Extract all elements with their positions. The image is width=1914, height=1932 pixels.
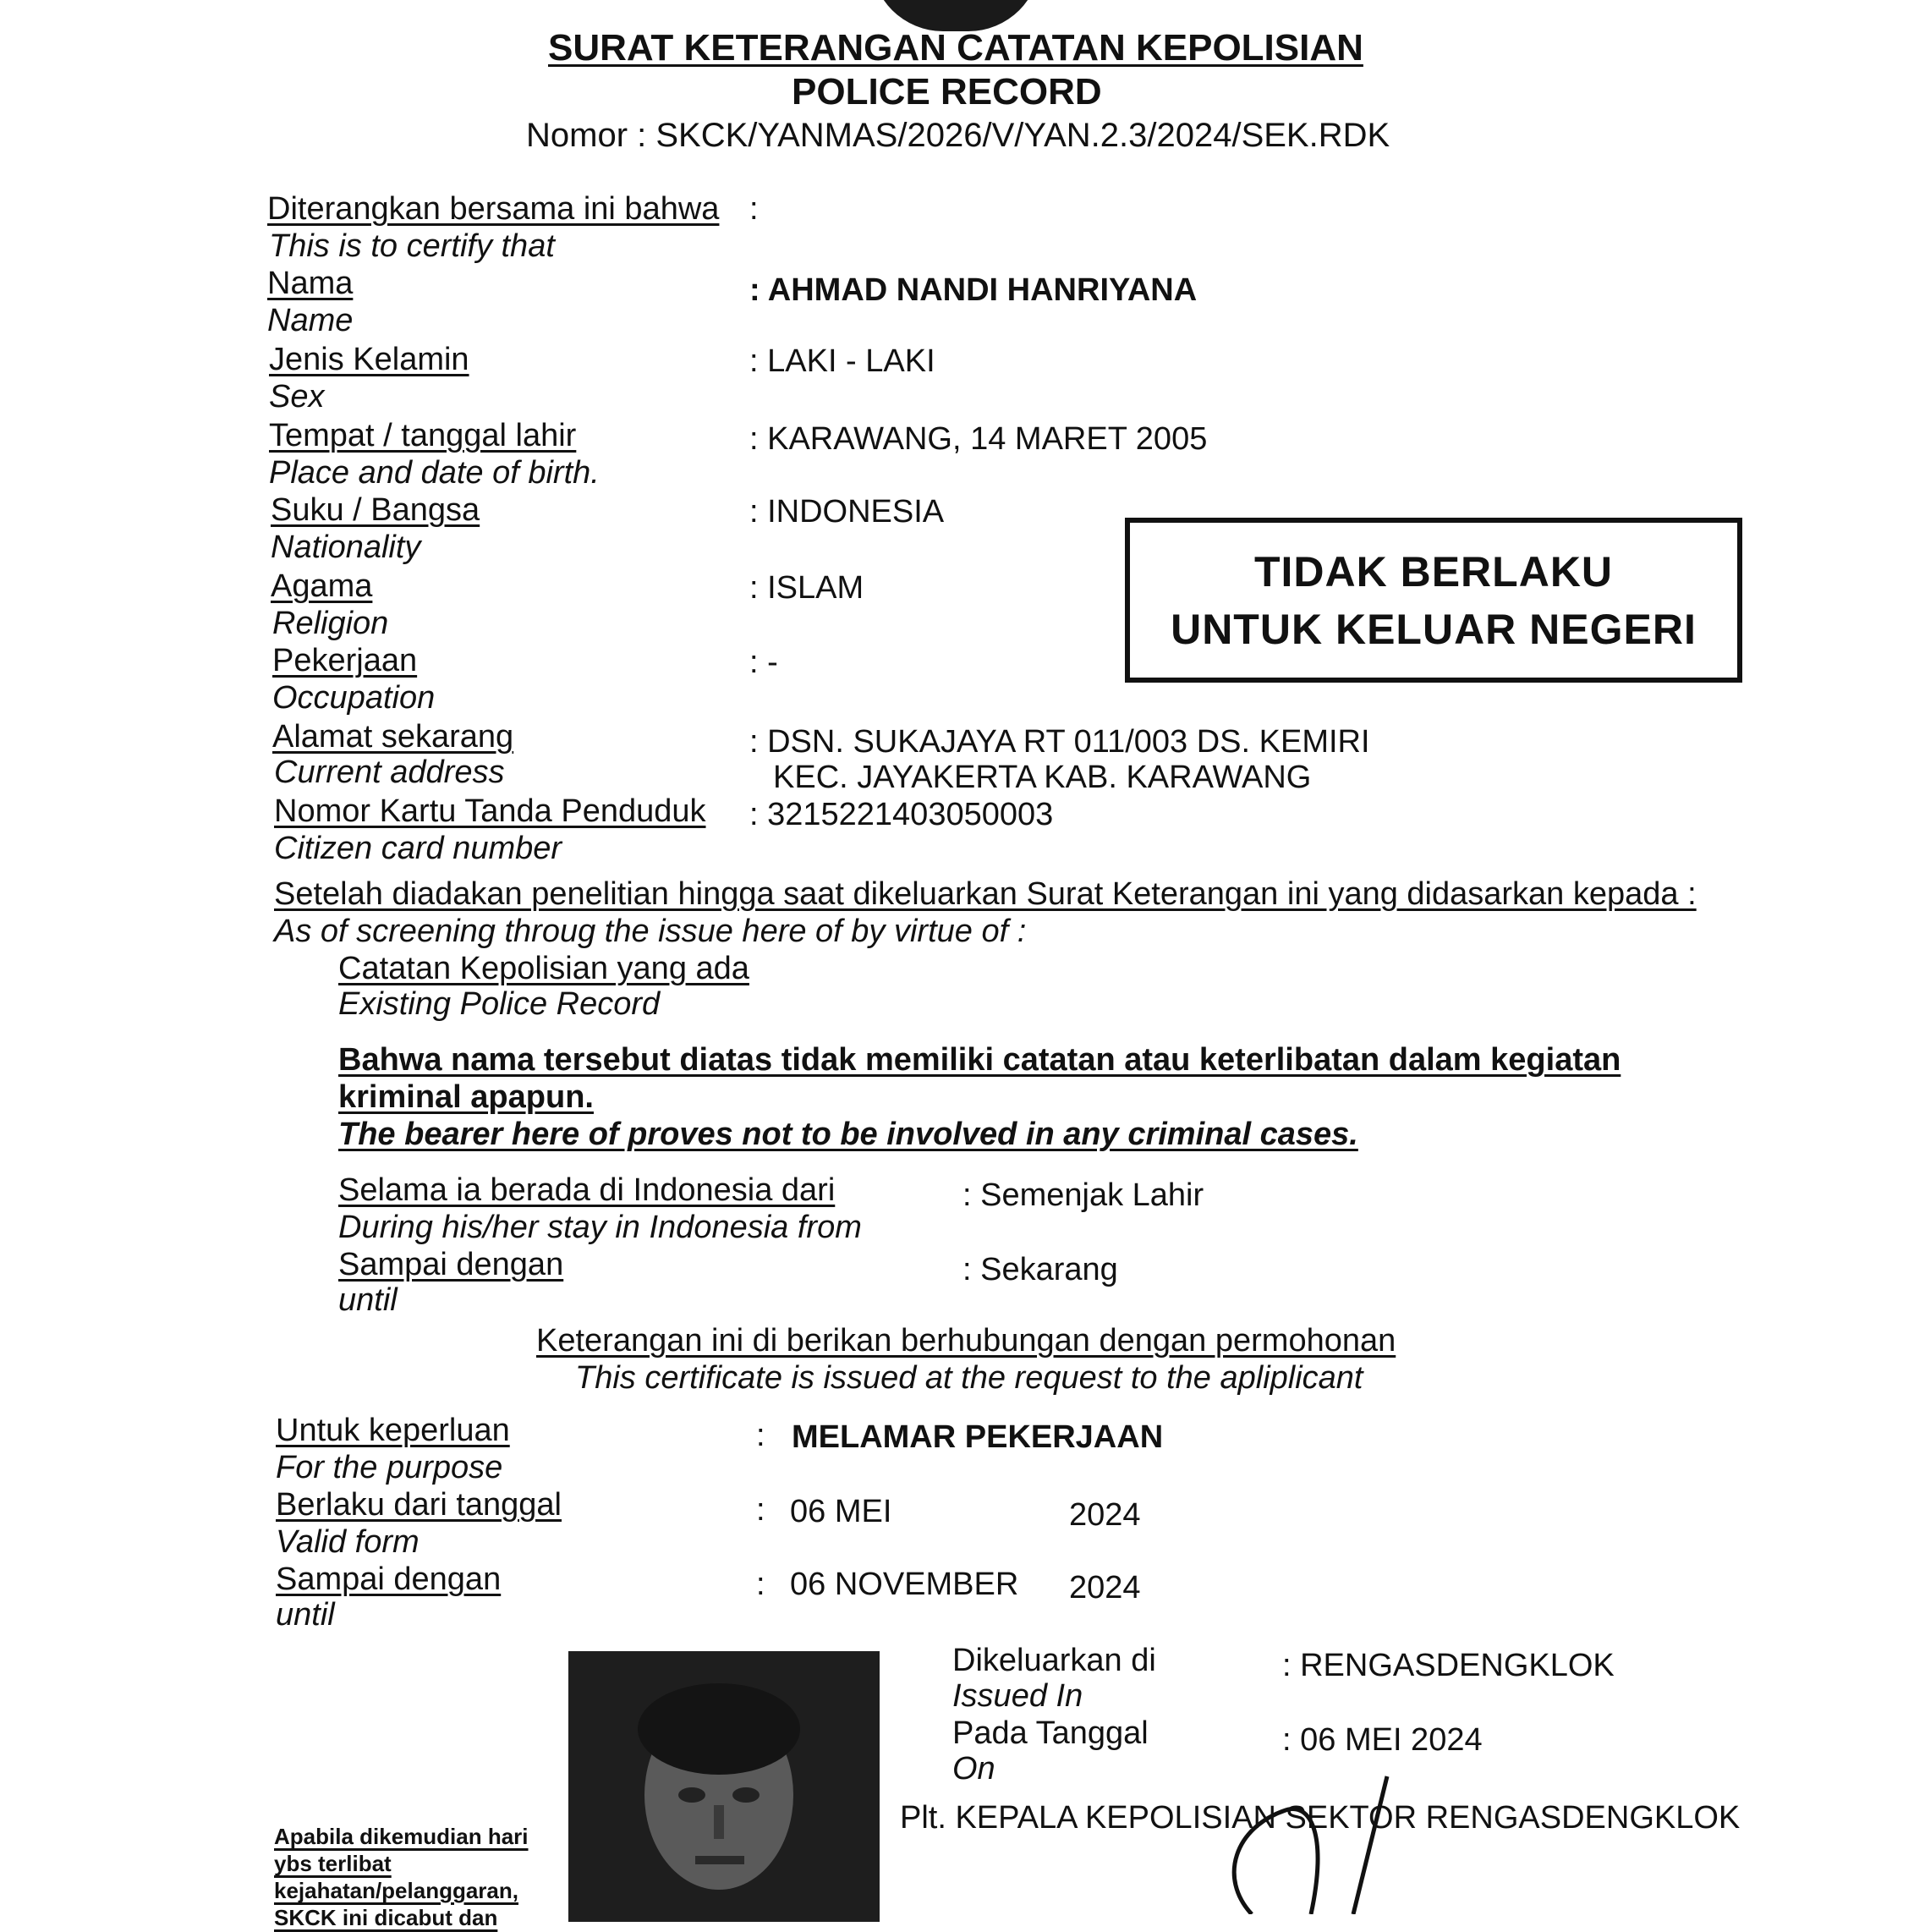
- stay-until-value: : Sekarang: [962, 1252, 1118, 1287]
- nik-value: : 3215221403050003: [749, 797, 1054, 832]
- statement-en: The bearer here of proves not to be involved in any criminal cases.: [338, 1117, 1358, 1152]
- valid-until-colon: :: [756, 1567, 765, 1602]
- purpose-value: MELAMAR PEKERJAAN: [792, 1419, 1164, 1455]
- footnote-line2: ybs terlibat: [274, 1851, 392, 1876]
- issue-place-label-en: Issued In: [952, 1678, 1083, 1714]
- purpose-label: Untuk keperluan: [276, 1413, 510, 1448]
- valid-until-year: 2024: [1069, 1570, 1141, 1605]
- valid-from-colon: :: [756, 1492, 765, 1528]
- stay-from-value: : Semenjak Lahir: [962, 1177, 1204, 1213]
- stamp-line1: TIDAK BERLAKU: [1253, 548, 1614, 596]
- occupation-label-en: Occupation: [272, 680, 436, 716]
- screening-basis-en: Existing Police Record: [338, 986, 661, 1022]
- applicant-photo: [568, 1651, 880, 1922]
- footnote-line3: kejahatan/pelanggaran,: [274, 1878, 518, 1903]
- nik-label-en: Citizen card number: [274, 831, 562, 866]
- screening-label-en: As of screening throug the issue here of by virtue of :: [274, 914, 1027, 949]
- address-label: Alamat sekarang: [272, 719, 514, 755]
- intro-colon: :: [749, 191, 759, 227]
- document-subtitle: POLICE RECORD: [792, 71, 1102, 113]
- birth-label: Tempat / tanggal lahir: [269, 418, 577, 453]
- applicant-portrait-icon: [568, 1651, 880, 1922]
- screening-label: Setelah diadakan penelitian hingga saat dikeluarkan Surat Keterangan ini yang didasarkan kepada :: [274, 876, 1697, 912]
- name-label-en: Name: [267, 303, 354, 338]
- document-number: Nomor : SKCK/YANMAS/2026/V/YAN.2.3/2024/SEK.RDK: [526, 117, 1390, 154]
- issue-place-label: Dikeluarkan di: [952, 1643, 1156, 1678]
- occupation-label: Pekerjaan: [272, 643, 418, 678]
- address-label-en: Current address: [274, 755, 505, 790]
- religion-label: Agama: [271, 568, 373, 604]
- statement-line1: Bahwa nama tersebut diatas tidak memiliki catatan atau keterlibatan dalam kegiatan: [338, 1042, 1621, 1078]
- nationality-value: : INDONESIA: [749, 494, 945, 530]
- signature-icon: [1184, 1759, 1438, 1914]
- sex-value: : LAKI - LAKI: [749, 343, 935, 379]
- intro-label: Diterangkan bersama ini bahwa: [267, 191, 720, 227]
- address-value-line2: KEC. JAYAKERTA KAB. KARAWANG: [773, 760, 1312, 795]
- issue-date-label-en: On: [952, 1751, 995, 1787]
- signatory-title: Plt. KEPALA KEPOLISIAN SEKTOR RENGASDENGKLOK: [900, 1800, 1741, 1836]
- screening-basis: Catatan Kepolisian yang ada: [338, 951, 749, 986]
- birth-value: : KARAWANG, 14 MARET 2005: [749, 421, 1208, 457]
- valid-from-label: Berlaku dari tanggal: [276, 1487, 562, 1523]
- sex-label: Jenis Kelamin: [269, 342, 469, 377]
- nationality-label: Suku / Bangsa: [271, 492, 480, 528]
- valid-until-day: 06 NOVEMBER: [790, 1567, 1019, 1602]
- valid-from-label-en: Valid form: [276, 1524, 420, 1560]
- valid-until-label: Sampai dengan: [276, 1562, 502, 1597]
- request-line: Keterangan ini di berikan berhubungan dengan permohonan: [536, 1323, 1396, 1358]
- stay-from-label: Selama ia berada di Indonesia dari: [338, 1172, 836, 1208]
- sex-label-en: Sex: [269, 379, 325, 414]
- occupation-value: : -: [749, 645, 778, 680]
- stamp-line2: UNTUK KELUAR NEGERI: [1171, 606, 1697, 653]
- stay-until-label: Sampai dengan: [338, 1247, 564, 1282]
- not-valid-abroad-stamp: [1125, 518, 1742, 683]
- footnote-line4: SKCK ini dicabut dan: [274, 1905, 498, 1930]
- footnote-line1: Apabila dikemudian hari: [274, 1824, 529, 1849]
- birth-label-en: Place and date of birth.: [269, 455, 600, 491]
- valid-from-year: 2024: [1069, 1497, 1141, 1533]
- name-value: : AHMAD NANDI HANRIYANA: [749, 272, 1198, 308]
- issue-date-label: Pada Tanggal: [952, 1715, 1149, 1751]
- intro-label-en: This is to certify that: [269, 228, 555, 264]
- valid-until-label-en: until: [276, 1597, 335, 1633]
- name-label: Nama: [267, 266, 354, 301]
- request-line-en: This certificate is issued at the request to the apliplicant: [575, 1360, 1363, 1396]
- issue-date-value: : 06 MEI 2024: [1282, 1722, 1483, 1758]
- issue-place-value: : RENGASDENGKLOK: [1282, 1648, 1615, 1683]
- valid-from-day: 06 MEI: [790, 1494, 892, 1529]
- religion-value: : ISLAM: [749, 570, 864, 606]
- nationality-label-en: Nationality: [271, 530, 421, 565]
- stay-from-label-en: During his/her stay in Indonesia from: [338, 1210, 862, 1245]
- address-value-line1: : DSN. SUKAJAYA RT 011/003 DS. KEMIRI: [749, 724, 1370, 760]
- nik-label: Nomor Kartu Tanda Penduduk: [274, 793, 706, 829]
- statement-line2: kriminal apapun.: [338, 1079, 594, 1115]
- religion-label-en: Religion: [272, 606, 389, 641]
- purpose-colon: :: [756, 1418, 765, 1453]
- document-title: SURAT KETERANGAN CATATAN KEPOLISIAN: [548, 27, 1363, 69]
- stay-until-label-en: until: [338, 1282, 398, 1318]
- purpose-label-en: For the purpose: [276, 1450, 503, 1485]
